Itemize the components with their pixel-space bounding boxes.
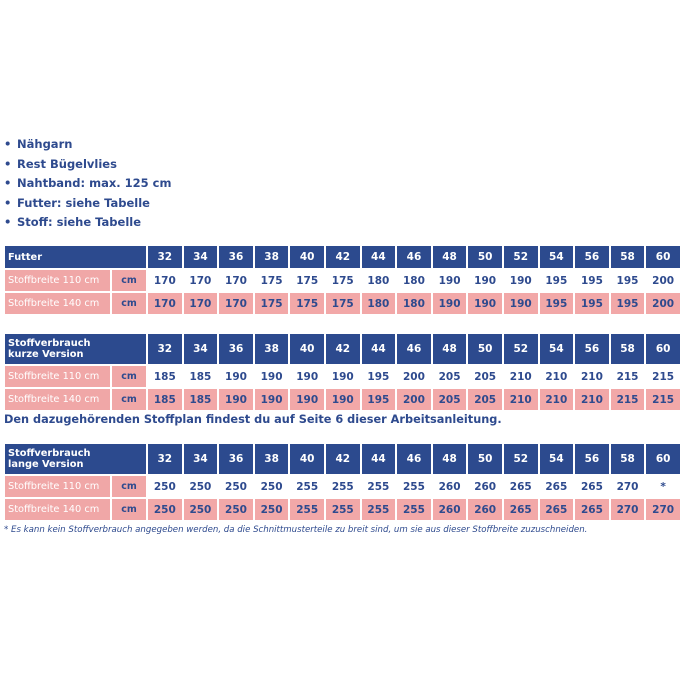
value-cell: 190 <box>290 366 324 387</box>
size-header: 52 <box>504 444 538 474</box>
value-cell: 250 <box>148 499 182 520</box>
value-cell: 195 <box>362 366 396 387</box>
value-cell: 255 <box>397 476 431 497</box>
row-label: Stoffbreite 110 cm <box>5 366 110 387</box>
value-cell: 195 <box>611 270 645 291</box>
value-cell: 255 <box>362 476 396 497</box>
row-label: Stoffbreite 140 cm <box>5 499 110 520</box>
value-cell: 190 <box>219 366 253 387</box>
value-cell: 265 <box>575 476 609 497</box>
value-cell: 215 <box>646 366 680 387</box>
table-row <box>5 476 680 497</box>
value-cell: 210 <box>575 366 609 387</box>
footnote: * Es kann kein Stoffverbrauch angegeben werden, da die Schnittmusterteile zu breit sind, um sie aus dieser Stoffbreite zuzuschneiden. <box>4 525 588 535</box>
value-cell: 255 <box>326 499 360 520</box>
size-header: 52 <box>504 246 538 268</box>
size-header: 38 <box>255 246 289 268</box>
value-cell: 215 <box>611 366 645 387</box>
value-cell: 190 <box>219 389 253 410</box>
size-header: 58 <box>611 246 645 268</box>
table-row <box>5 389 680 410</box>
size-header: 50 <box>468 246 502 268</box>
size-header: 36 <box>219 334 253 364</box>
value-cell: 215 <box>646 389 680 410</box>
value-cell: 200 <box>397 389 431 410</box>
table-header-row <box>5 334 680 364</box>
unit-label: cm <box>112 366 146 387</box>
size-header: 58 <box>611 444 645 474</box>
size-header: 58 <box>611 334 645 364</box>
list-item: • Rest Bügelvlies <box>4 156 117 171</box>
stoffplan-note: Den dazugehörenden Stoffplan findest du auf Seite 6 dieser Arbeitsanleitung. <box>4 413 502 426</box>
value-cell: 250 <box>148 476 182 497</box>
row-label: Stoffbreite 110 cm <box>5 476 110 497</box>
value-cell: 270 <box>611 476 645 497</box>
size-header: 32 <box>148 334 182 364</box>
size-header: 48 <box>433 334 467 364</box>
value-cell: 170 <box>219 293 253 314</box>
value-cell: 175 <box>326 293 360 314</box>
value-cell: 190 <box>255 389 289 410</box>
value-cell: 250 <box>255 499 289 520</box>
table-header-row <box>5 246 680 268</box>
value-cell: 250 <box>255 476 289 497</box>
size-header: 50 <box>468 444 502 474</box>
size-header: 44 <box>362 246 396 268</box>
value-cell: 195 <box>362 389 396 410</box>
size-header: 34 <box>184 246 218 268</box>
value-cell: 180 <box>397 293 431 314</box>
unit-label: cm <box>112 499 146 520</box>
value-cell: 255 <box>326 476 360 497</box>
size-header: 50 <box>468 334 502 364</box>
value-cell: 265 <box>504 499 538 520</box>
value-cell: 195 <box>575 270 609 291</box>
value-cell: 170 <box>184 293 218 314</box>
value-cell: 190 <box>504 270 538 291</box>
table-title: Futter <box>5 246 146 268</box>
value-cell: 255 <box>397 499 431 520</box>
value-cell: 195 <box>540 270 574 291</box>
size-header: 36 <box>219 246 253 268</box>
table-row <box>5 499 680 520</box>
value-cell: 200 <box>397 366 431 387</box>
value-cell: 190 <box>433 270 467 291</box>
size-header: 40 <box>290 444 324 474</box>
size-header: 32 <box>148 246 182 268</box>
value-cell: 210 <box>504 389 538 410</box>
table-title: Stoffverbrauch kurze Version <box>5 334 146 364</box>
value-cell: 180 <box>397 270 431 291</box>
row-label: Stoffbreite 110 cm <box>5 270 110 291</box>
value-cell: 210 <box>540 366 574 387</box>
value-cell: 210 <box>540 389 574 410</box>
size-header: 48 <box>433 246 467 268</box>
size-header: 60 <box>646 444 680 474</box>
size-header: 54 <box>540 444 574 474</box>
materials-list <box>4 135 171 233</box>
value-cell: 175 <box>255 293 289 314</box>
value-cell: 250 <box>219 476 253 497</box>
value-cell: 185 <box>184 389 218 410</box>
value-cell: 210 <box>575 389 609 410</box>
lange-version-table <box>3 442 680 522</box>
value-cell: 170 <box>219 270 253 291</box>
value-cell: 175 <box>290 293 324 314</box>
value-cell: 205 <box>468 366 502 387</box>
value-cell: 180 <box>362 293 396 314</box>
value-cell: 265 <box>504 476 538 497</box>
size-header: 34 <box>184 334 218 364</box>
value-cell: 260 <box>433 499 467 520</box>
size-header: 46 <box>397 444 431 474</box>
size-header: 56 <box>575 334 609 364</box>
size-header: 42 <box>326 246 360 268</box>
unit-label: cm <box>112 389 146 410</box>
value-cell: 170 <box>184 270 218 291</box>
value-cell: 200 <box>646 270 680 291</box>
value-cell: 265 <box>540 476 574 497</box>
value-cell: 205 <box>433 389 467 410</box>
size-header: 56 <box>575 444 609 474</box>
list-item: • Nähgarn <box>4 137 73 151</box>
value-cell: 170 <box>148 270 182 291</box>
table-row <box>5 270 680 291</box>
kurze-version-table <box>3 332 680 412</box>
value-cell: 250 <box>219 499 253 520</box>
value-cell: 175 <box>255 270 289 291</box>
value-cell: 270 <box>611 499 645 520</box>
size-header: 44 <box>362 444 396 474</box>
size-header: 40 <box>290 334 324 364</box>
value-cell: 265 <box>575 499 609 520</box>
value-cell: 175 <box>326 270 360 291</box>
list-item: • Nahtband: max. 125 cm <box>4 176 172 191</box>
value-cell: 190 <box>290 389 324 410</box>
size-header: 38 <box>255 444 289 474</box>
size-header: 48 <box>433 444 467 474</box>
table-row <box>5 366 680 387</box>
unit-label: cm <box>112 293 146 314</box>
row-label: Stoffbreite 140 cm <box>5 293 110 314</box>
value-cell: 190 <box>504 293 538 314</box>
size-header: 46 <box>397 334 431 364</box>
value-cell: 195 <box>575 293 609 314</box>
value-cell: 260 <box>468 499 502 520</box>
value-cell: 175 <box>290 270 324 291</box>
size-header: 40 <box>290 246 324 268</box>
size-header: 56 <box>575 246 609 268</box>
unit-label: cm <box>112 270 146 291</box>
list-item: • Futter: siehe Tabelle <box>4 195 150 210</box>
value-cell: 170 <box>148 293 182 314</box>
unit-label: cm <box>112 476 146 497</box>
size-header: 34 <box>184 444 218 474</box>
value-cell: 270 <box>646 499 680 520</box>
value-cell: 180 <box>362 270 396 291</box>
value-cell: 250 <box>184 476 218 497</box>
row-label: Stoffbreite 140 cm <box>5 389 110 410</box>
value-cell: 190 <box>433 293 467 314</box>
value-cell: 255 <box>362 499 396 520</box>
size-header: 42 <box>326 444 360 474</box>
futter-table <box>3 244 680 316</box>
value-cell: 185 <box>148 366 182 387</box>
table-row <box>5 293 680 314</box>
value-cell: 200 <box>646 293 680 314</box>
size-header: 60 <box>646 246 680 268</box>
size-header: 46 <box>397 246 431 268</box>
size-header: 54 <box>540 334 574 364</box>
value-cell: 190 <box>255 366 289 387</box>
value-cell: 255 <box>290 476 324 497</box>
size-header: 42 <box>326 334 360 364</box>
table-title: Stoffverbrauch lange Version <box>5 444 146 474</box>
value-cell: 205 <box>433 366 467 387</box>
value-cell: 255 <box>290 499 324 520</box>
value-cell: 260 <box>433 476 467 497</box>
value-cell: 205 <box>468 389 502 410</box>
value-cell: 195 <box>540 293 574 314</box>
table-header-row <box>5 444 680 474</box>
value-cell: 210 <box>504 366 538 387</box>
size-header: 52 <box>504 334 538 364</box>
value-cell: 185 <box>184 366 218 387</box>
value-cell: 190 <box>468 293 502 314</box>
size-header: 38 <box>255 334 289 364</box>
value-cell: * <box>646 476 680 497</box>
value-cell: 195 <box>611 293 645 314</box>
value-cell: 215 <box>611 389 645 410</box>
size-header: 32 <box>148 444 182 474</box>
value-cell: 190 <box>326 366 360 387</box>
value-cell: 190 <box>468 270 502 291</box>
value-cell: 250 <box>184 499 218 520</box>
value-cell: 265 <box>540 499 574 520</box>
value-cell: 185 <box>148 389 182 410</box>
size-header: 36 <box>219 444 253 474</box>
size-header: 60 <box>646 334 680 364</box>
size-header: 44 <box>362 334 396 364</box>
size-header: 54 <box>540 246 574 268</box>
value-cell: 260 <box>468 476 502 497</box>
value-cell: 190 <box>326 389 360 410</box>
list-item: • Stoff: siehe Tabelle <box>4 215 142 230</box>
